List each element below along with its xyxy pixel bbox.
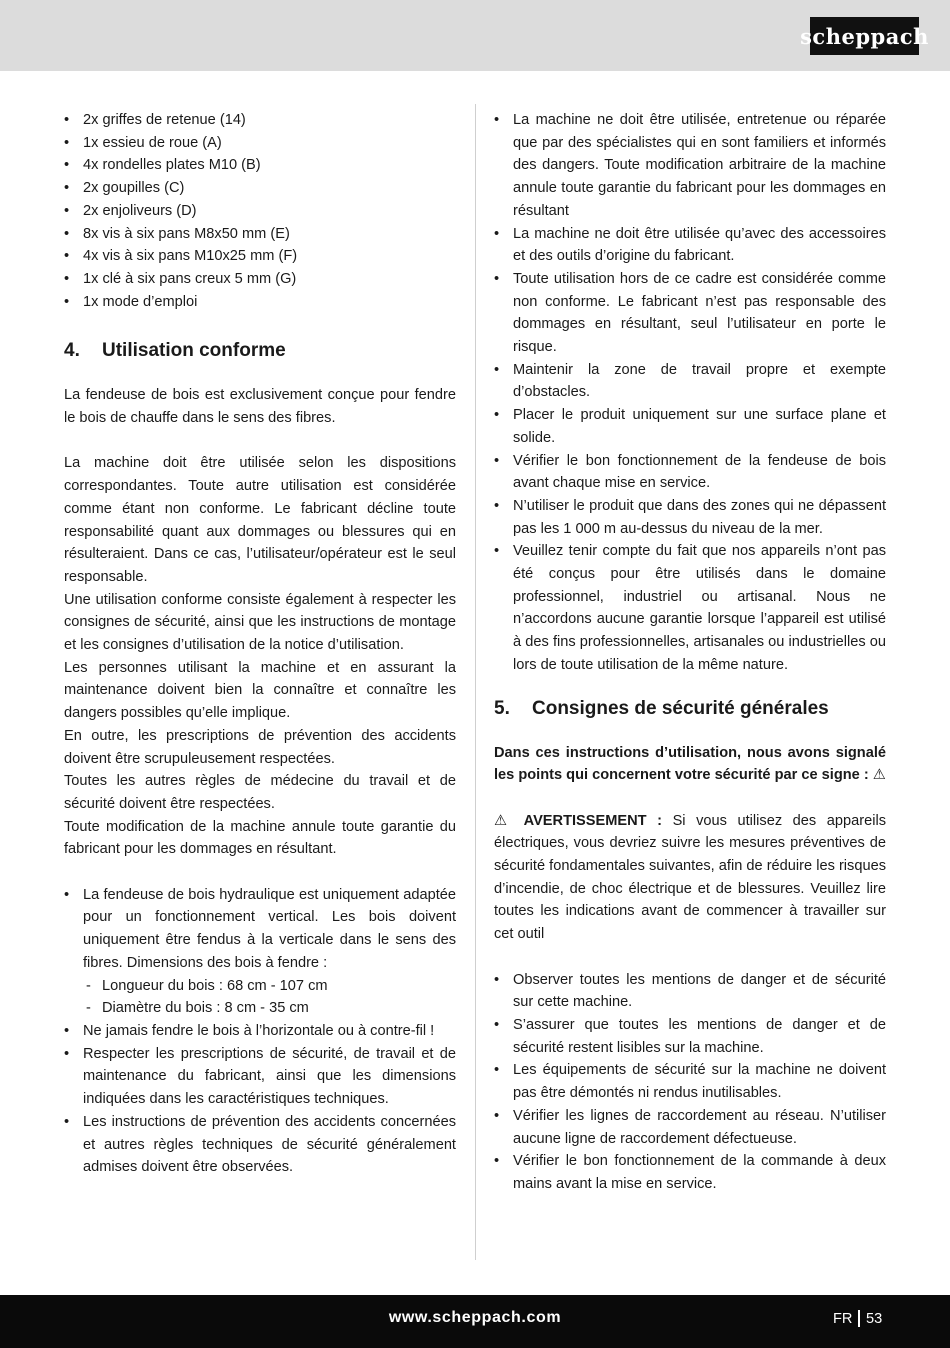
list-item: • 1x essieu de roue (A) — [64, 132, 456, 155]
list-item: • Vérifier les lignes de raccordement au réseau. N’utiliser aucune ligne de raccordement défectueuse. — [494, 1105, 886, 1150]
list-item: • 4x vis à six pans M10x25 mm (F) — [64, 245, 456, 268]
warning-paragraph — [494, 810, 886, 946]
paragraph: En outre, les prescriptions de prévention des accidents doivent être scrupuleusement respectées. — [64, 727, 456, 767]
website-link[interactable]: www.scheppach.com — [388, 1309, 562, 1326]
section-heading — [64, 338, 456, 364]
list-item: • 4x rondelles plates M10 (B) — [64, 154, 456, 177]
list-item: • Les équipements de sécurité sur la machine ne doivent pas être démontés ni rendus inutilisables. — [494, 1059, 886, 1104]
warning-text: Si vous utilisez des appareils électriques, vous devriez suivre les mesures préventives de sécurité fondamentales suivantes, afin de réduire les risques d’incendie, de choc électrique et de blessures. Veuillez lire toutes les indications avant de commencer à travailler sur cet outil — [494, 812, 886, 943]
section-title: Utilisation conforme — [102, 340, 286, 362]
conditions-list — [494, 109, 886, 677]
warning-label: ⚠ AVERTISSEMENT : — [494, 812, 663, 829]
list-item: • Les instructions de prévention des accidents concernées et autres règles techniques de sécurité généralement admises doivent être observées. — [64, 1111, 456, 1179]
scheppach-logo: scheppach — [810, 17, 919, 55]
page-indicator — [833, 1310, 882, 1327]
section-heading — [494, 696, 886, 722]
column-divider — [475, 104, 476, 1260]
paragraph: Toutes les autres règles de médecine du travail et de sécurité doivent être respectées. — [64, 773, 456, 812]
separator — [858, 1310, 860, 1327]
list-item: • N’utiliser le produit que dans des zones qui ne dépassent pas les 1 000 m au-dessus du niveau de la mer. — [494, 495, 886, 540]
list-item: • La machine ne doit être utilisée, entretenue ou réparée que par des spécialistes qui en sont familiers et informés des dangers. Toute modification arbitraire de la machine annule toute garantie du fabricant pour les dommages en résultant — [494, 109, 886, 223]
list-item: • 2x goupilles (C) — [64, 177, 456, 200]
section-title: Consignes de sécurité générales — [532, 697, 829, 719]
list-item: • La machine ne doit être utilisée qu’avec des accessoires et des outils d’origine du fabricant. — [494, 223, 886, 268]
paragraph: La fendeuse de bois est exclusivement conçue pour fendre le bois de chauffe dans le sens des fibres. — [64, 387, 456, 427]
dimension-item: - Diamètre du bois : 8 cm - 35 cm — [83, 997, 456, 1020]
left-column — [64, 109, 456, 1179]
dimension-item: - Longueur du bois : 68 cm - 107 cm — [83, 975, 456, 998]
parts-list — [64, 109, 456, 313]
list-item: • Toute utilisation hors de ce cadre est considérée comme non conforme. Le fabricant n’est pas responsable des dommages en résultant, seul l’utilisateur en porte le risque. — [494, 268, 886, 359]
page-header — [0, 0, 950, 71]
right-column — [494, 109, 886, 1196]
list-item: • Veuillez tenir compte du fait que nos appareils n’ont pas été conçus pour être utilisés dans le domaine professionnel, industriel ou artisanal. Nous ne n’accordons aucune garantie lorsque l’appareil est utilisé à des fins professionnelles, artisanales ou industrielles ou lors de toute utilisation de la même nature. — [494, 540, 886, 676]
list-item: • 1x mode d’emploi — [64, 291, 456, 314]
list-item: • Vérifier le bon fonctionnement de la fendeuse de bois avant chaque mise en service. — [494, 450, 886, 495]
paragraph: Une utilisation conforme consiste également à respecter les consignes de sécurité, ainsi que les instructions de montage et les consignes d’utilisation de la notice d’utilisation. — [64, 591, 456, 654]
section-number: 4. — [64, 340, 80, 362]
safety-list — [494, 969, 886, 1196]
list-item: • Ne jamais fendre le bois à l’horizontale ou à contre-fil ! — [64, 1020, 456, 1043]
list-item: • 1x clé à six pans creux 5 mm (G) — [64, 268, 456, 291]
paragraph: Toute modification de la machine annule toute garantie du fabricant pour les dommages en résultant. — [64, 818, 456, 858]
list-item-text: La fendeuse de bois hydraulique est uniquement adaptée pour un fonctionnement vertical. Les bois doivent uniquement être fendus à la verticale dans le sens des fibres. Dimensions des bois à fendre : — [83, 886, 456, 971]
section-number: 5. — [494, 697, 510, 719]
list-item: • Observer toutes les mentions de danger et de sécurité sur cette machine. — [494, 969, 886, 1014]
list-item: • Vérifier le bon fonctionnement de la commande à deux mains avant la mise en service. — [494, 1150, 886, 1195]
language-code: FR — [833, 1310, 853, 1327]
page-footer — [0, 1295, 950, 1348]
list-item: • 8x vis à six pans M8x50 mm (E) — [64, 223, 456, 246]
list-item: • S’assurer que toutes les mentions de danger et de sécurité restent lisibles sur la machine. — [494, 1014, 886, 1059]
paragraph: La machine doit être utilisée selon les dispositions correspondantes. Toute autre utilisation est considérée comme étant non conforme. Le fabricant décline toute responsabilité quant aux dommages ou blessures qui en résulteraient. Dans ce cas, l’utilisateur/opérateur est le seul responsable. — [64, 455, 456, 585]
list-item: • Respecter les prescriptions de sécurité, de travail et de maintenance du fabricant, ainsi que les dimensions indiquées dans les caractéristiques techniques. — [64, 1043, 456, 1111]
list-item: • 2x enjoliveurs (D) — [64, 200, 456, 223]
paragraph: Les personnes utilisant la machine et en assurant la maintenance doivent bien la connaître et connaître les dangers possibles qu’elle implique. — [64, 659, 456, 722]
list-item: • Maintenir la zone de travail propre et exempte d’obstacles. — [494, 359, 886, 404]
list-item: • 2x griffes de retenue (14) — [64, 109, 456, 132]
safety-intro: Dans ces instructions d’utilisation, nous avons signalé les points qui concernent votre sécurité par ce signe : ⚠ — [494, 744, 886, 784]
page-number: 53 — [865, 1310, 883, 1327]
dimension-list — [83, 975, 456, 1020]
list-item: • Placer le produit uniquement sur une surface plane et solide. — [494, 404, 886, 449]
usage-list — [64, 884, 456, 1179]
list-item — [64, 884, 456, 1020]
